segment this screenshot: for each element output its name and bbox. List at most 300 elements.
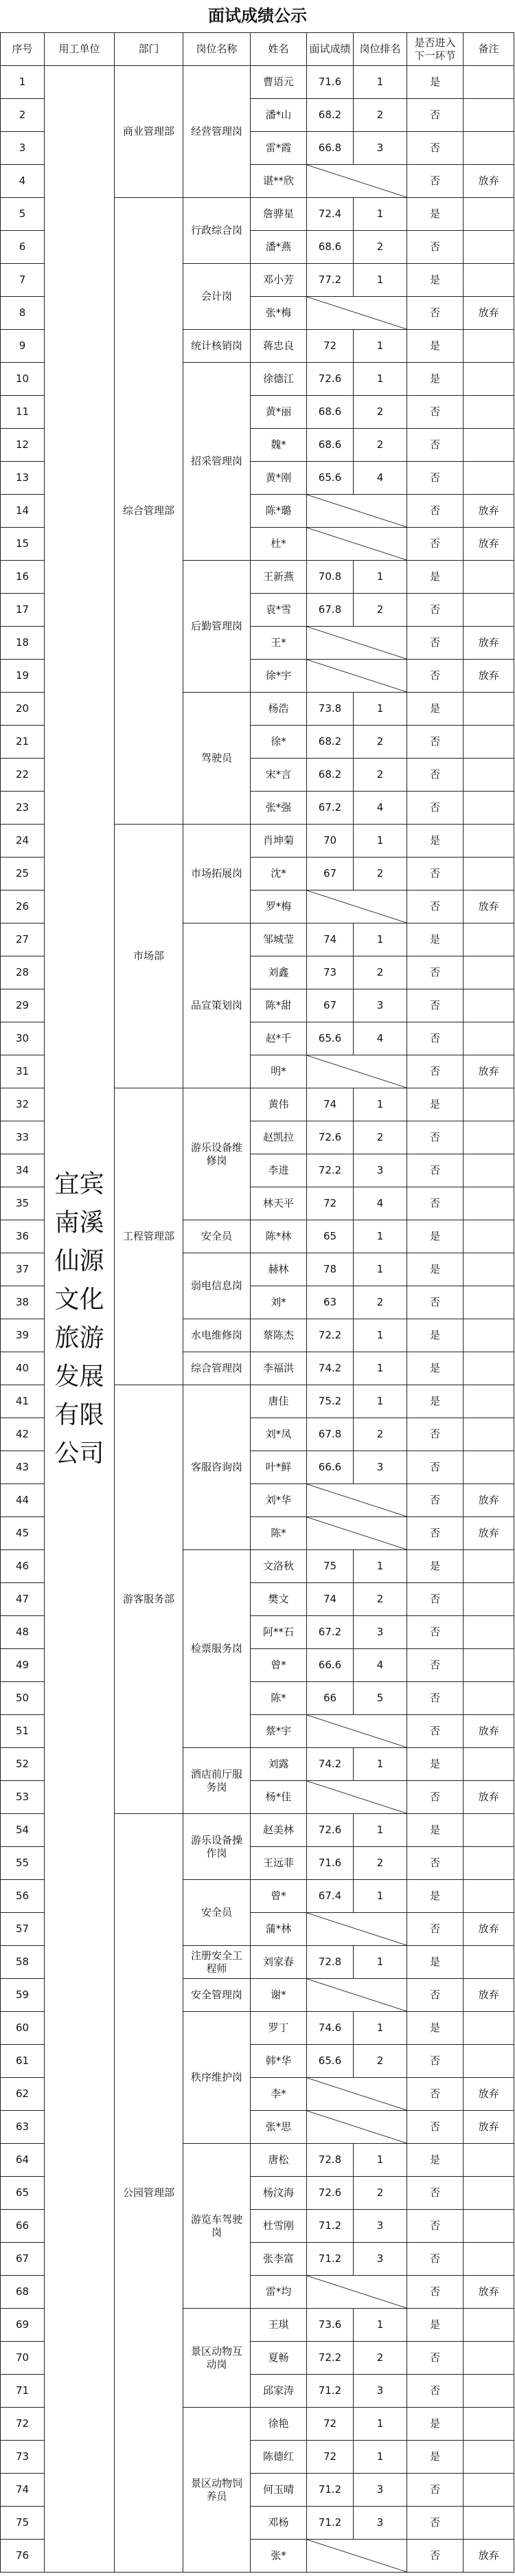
- score-cell: 68.6: [307, 429, 354, 462]
- candidate-name: 罗丁: [251, 2012, 307, 2045]
- remark-cell: [464, 99, 514, 132]
- next-stage-cell: 否: [407, 1517, 464, 1550]
- score-cell: 67: [307, 989, 354, 1022]
- score-cell: 66.8: [307, 132, 354, 165]
- remark-cell: [464, 396, 514, 429]
- candidate-name: 樊文: [251, 1583, 307, 1616]
- header-remark: 备注: [464, 33, 514, 66]
- next-stage-cell: 否: [407, 2507, 464, 2540]
- position-cell: 游乐设备维修岗: [183, 1088, 251, 1220]
- candidate-name: 李福洪: [251, 1352, 307, 1385]
- remark-cell: [464, 1814, 514, 1847]
- seq-cell: 48: [1, 1616, 45, 1649]
- candidate-name: 杨汶海: [251, 2177, 307, 2210]
- seq-cell: 28: [1, 956, 45, 989]
- next-stage-cell: 否: [407, 1154, 464, 1187]
- score-cell: 72.2: [307, 1154, 354, 1187]
- remark-cell: [464, 1352, 514, 1385]
- score-cell: 72: [307, 2441, 354, 2474]
- remark-cell: [464, 2012, 514, 2045]
- seq-cell: 70: [1, 2342, 45, 2375]
- candidate-name: 陈*林: [251, 1220, 307, 1253]
- header-score: 面试成绩: [307, 33, 354, 66]
- candidate-name: 魏*: [251, 429, 307, 462]
- department-cell: 工程管理部: [115, 1088, 183, 1385]
- position-cell: 游乐设备操作岗: [183, 1814, 251, 1880]
- rank-cell: 3: [354, 132, 407, 165]
- score-cell: 74.6: [307, 2012, 354, 2045]
- candidate-name: 陈*璐: [251, 495, 307, 528]
- withdrawn-slash-cell: [307, 660, 407, 693]
- position-cell: 客服咨询岗: [183, 1385, 251, 1550]
- score-cell: 72.6: [307, 1121, 354, 1154]
- candidate-name: 韩*华: [251, 2045, 307, 2078]
- seq-cell: 50: [1, 1682, 45, 1715]
- rank-cell: 2: [354, 231, 407, 264]
- withdrawn-slash-cell: [307, 1055, 407, 1088]
- rank-cell: 1: [354, 264, 407, 297]
- seq-cell: 67: [1, 2243, 45, 2276]
- position-cell: 后勤管理岗: [183, 561, 251, 693]
- withdrawn-slash-cell: [307, 2078, 407, 2111]
- next-stage-cell: 否: [407, 1682, 464, 1715]
- seq-cell: 25: [1, 858, 45, 891]
- remark-cell: 放弃: [464, 660, 514, 693]
- position-cell: 景区动物互动岗: [183, 2309, 251, 2408]
- candidate-name: 陈*: [251, 1517, 307, 1550]
- candidate-name: 曾*: [251, 1649, 307, 1682]
- remark-cell: [464, 2507, 514, 2540]
- seq-cell: 21: [1, 726, 45, 759]
- score-cell: 72.6: [307, 1814, 354, 1847]
- next-stage-cell: 否: [407, 627, 464, 660]
- seq-cell: 42: [1, 1418, 45, 1451]
- next-stage-cell: 是: [407, 330, 464, 363]
- next-stage-cell: 否: [407, 2474, 464, 2507]
- score-cell: 68.2: [307, 726, 354, 759]
- score-cell: 72.8: [307, 2144, 354, 2177]
- next-stage-cell: 否: [407, 1583, 464, 1616]
- next-stage-cell: 否: [407, 231, 464, 264]
- rank-cell: 2: [354, 726, 407, 759]
- seq-cell: 13: [1, 462, 45, 495]
- score-cell: 72: [307, 330, 354, 363]
- score-cell: 65: [307, 1220, 354, 1253]
- score-cell: 68.2: [307, 759, 354, 792]
- seq-cell: 54: [1, 1814, 45, 1847]
- candidate-name: 雷*霞: [251, 132, 307, 165]
- seq-cell: 24: [1, 825, 45, 858]
- candidate-name: 唐佳: [251, 1385, 307, 1418]
- score-cell: 71.2: [307, 2507, 354, 2540]
- withdrawn-slash-cell: [307, 891, 407, 923]
- next-stage-cell: 否: [407, 2375, 464, 2408]
- rank-cell: 2: [354, 759, 407, 792]
- seq-cell: 73: [1, 2441, 45, 2474]
- seq-cell: 64: [1, 2144, 45, 2177]
- results-table: [0, 32, 514, 2573]
- candidate-name: 赵*千: [251, 1022, 307, 1055]
- next-stage-cell: 否: [407, 165, 464, 198]
- remark-cell: [464, 1583, 514, 1616]
- position-cell: 水电维修岗: [183, 1319, 251, 1352]
- candidate-name: 刘*: [251, 1286, 307, 1319]
- score-cell: 70: [307, 825, 354, 858]
- next-stage-cell: 否: [407, 2111, 464, 2144]
- candidate-name: 王*: [251, 627, 307, 660]
- score-cell: 72.6: [307, 363, 354, 396]
- rank-cell: 1: [354, 2408, 407, 2441]
- candidate-name: 罗*梅: [251, 891, 307, 923]
- score-cell: 74.2: [307, 1748, 354, 1781]
- next-stage-cell: 否: [407, 1451, 464, 1484]
- withdrawn-slash-cell: [307, 2540, 407, 2573]
- position-cell: 安全管理岗: [183, 1979, 251, 2012]
- next-stage-cell: 否: [407, 1616, 464, 1649]
- next-stage-cell: 否: [407, 1286, 464, 1319]
- header-employer: 用工单位: [45, 33, 115, 66]
- seq-cell: 10: [1, 363, 45, 396]
- next-stage-cell: 否: [407, 956, 464, 989]
- score-cell: 66: [307, 1682, 354, 1715]
- seq-cell: 59: [1, 1979, 45, 2012]
- next-stage-cell: 是: [407, 1385, 464, 1418]
- rank-cell: 1: [354, 561, 407, 594]
- next-stage-cell: 否: [407, 1913, 464, 1946]
- candidate-name: 曹语元: [251, 66, 307, 99]
- next-stage-cell: 是: [407, 561, 464, 594]
- remark-cell: [464, 2243, 514, 2276]
- remark-cell: [464, 1418, 514, 1451]
- candidate-name: 陈德红: [251, 2441, 307, 2474]
- remark-cell: 放弃: [464, 1484, 514, 1517]
- rank-cell: 2: [354, 2342, 407, 2375]
- score-cell: 68.2: [307, 99, 354, 132]
- position-cell: 市场拓展岗: [183, 825, 251, 923]
- remark-cell: [464, 1616, 514, 1649]
- seq-cell: 22: [1, 759, 45, 792]
- seq-cell: 66: [1, 2210, 45, 2243]
- seq-cell: 35: [1, 1187, 45, 1220]
- next-stage-cell: 否: [407, 594, 464, 627]
- next-stage-cell: 否: [407, 1484, 464, 1517]
- candidate-name: 徐*宇: [251, 660, 307, 693]
- next-stage-cell: 是: [407, 363, 464, 396]
- seq-cell: 49: [1, 1649, 45, 1682]
- rank-cell: 3: [354, 2474, 407, 2507]
- page-title: 面试成绩公示: [208, 6, 307, 25]
- candidate-name: 蒲*林: [251, 1913, 307, 1946]
- position-cell: 安全员: [183, 1880, 251, 1946]
- remark-cell: 放弃: [464, 1055, 514, 1088]
- candidate-name: 文洛秋: [251, 1550, 307, 1583]
- seq-cell: 14: [1, 495, 45, 528]
- next-stage-cell: 否: [407, 891, 464, 923]
- next-stage-cell: 是: [407, 825, 464, 858]
- score-cell: 75: [307, 1550, 354, 1583]
- remark-cell: [464, 1946, 514, 1979]
- candidate-name: 刘*凤: [251, 1418, 307, 1451]
- score-cell: 72: [307, 1187, 354, 1220]
- remark-cell: [464, 330, 514, 363]
- header-position: 岗位名称: [183, 33, 251, 66]
- next-stage-cell: 是: [407, 264, 464, 297]
- seq-cell: 37: [1, 1253, 45, 1286]
- rank-cell: 2: [354, 396, 407, 429]
- next-stage-cell: 是: [407, 1352, 464, 1385]
- candidate-name: 赵凯拉: [251, 1121, 307, 1154]
- remark-cell: [464, 2375, 514, 2408]
- rank-cell: 2: [354, 1121, 407, 1154]
- remark-cell: [464, 132, 514, 165]
- candidate-name: 张李富: [251, 2243, 307, 2276]
- candidate-name: 林天平: [251, 1187, 307, 1220]
- position-cell: 综合管理岗: [183, 1352, 251, 1385]
- score-cell: 71.6: [307, 66, 354, 99]
- score-cell: 71.2: [307, 2474, 354, 2507]
- remark-cell: 放弃: [464, 1517, 514, 1550]
- score-cell: 67.4: [307, 1880, 354, 1913]
- next-stage-cell: 否: [407, 2177, 464, 2210]
- remark-cell: [464, 1121, 514, 1154]
- rank-cell: 1: [354, 1550, 407, 1583]
- seq-cell: 30: [1, 1022, 45, 1055]
- seq-cell: 61: [1, 2045, 45, 2078]
- candidate-name: 陈*: [251, 1682, 307, 1715]
- next-stage-cell: 否: [407, 759, 464, 792]
- remark-cell: [464, 66, 514, 99]
- score-cell: 68.6: [307, 396, 354, 429]
- rank-cell: 4: [354, 792, 407, 825]
- rank-cell: 1: [354, 1814, 407, 1847]
- next-stage-cell: 否: [407, 99, 464, 132]
- seq-cell: 71: [1, 2375, 45, 2408]
- position-cell: 驾驶员: [183, 693, 251, 825]
- candidate-name: 杨浩: [251, 693, 307, 726]
- remark-cell: [464, 989, 514, 1022]
- rank-cell: 1: [354, 2441, 407, 2474]
- remark-cell: [464, 858, 514, 891]
- candidate-name: 袁*雪: [251, 594, 307, 627]
- seq-cell: 72: [1, 2408, 45, 2441]
- next-stage-cell: 否: [407, 2210, 464, 2243]
- next-stage-cell: 否: [407, 1847, 464, 1880]
- candidate-name: 蔡陈杰: [251, 1319, 307, 1352]
- score-cell: 74.2: [307, 1352, 354, 1385]
- candidate-name: 李进: [251, 1154, 307, 1187]
- department-cell: 综合管理部: [115, 198, 183, 825]
- withdrawn-slash-cell: [307, 1484, 407, 1517]
- seq-cell: 29: [1, 989, 45, 1022]
- candidate-name: 黄*丽: [251, 396, 307, 429]
- candidate-name: 邹城莹: [251, 923, 307, 956]
- withdrawn-slash-cell: [307, 1913, 407, 1946]
- position-cell: 招采管理岗: [183, 363, 251, 561]
- candidate-name: 王远菲: [251, 1847, 307, 1880]
- remark-cell: 放弃: [464, 2540, 514, 2573]
- seq-cell: 27: [1, 923, 45, 956]
- candidate-name: 徐德江: [251, 363, 307, 396]
- position-cell: 游览车驾驶岗: [183, 2144, 251, 2309]
- seq-cell: 23: [1, 792, 45, 825]
- position-cell: 弱电信息岗: [183, 1253, 251, 1319]
- seq-cell: 7: [1, 264, 45, 297]
- rank-cell: 1: [354, 2309, 407, 2342]
- remark-cell: [464, 462, 514, 495]
- remark-cell: 放弃: [464, 1781, 514, 1814]
- seq-cell: 12: [1, 429, 45, 462]
- remark-cell: [464, 792, 514, 825]
- withdrawn-slash-cell: [307, 1517, 407, 1550]
- candidate-name: 阿**石: [251, 1616, 307, 1649]
- rank-cell: 1: [354, 1220, 407, 1253]
- seq-cell: 38: [1, 1286, 45, 1319]
- remark-cell: 放弃: [464, 2276, 514, 2309]
- next-stage-cell: 是: [407, 2408, 464, 2441]
- remark-cell: [464, 1385, 514, 1418]
- rank-cell: 4: [354, 462, 407, 495]
- seq-cell: 2: [1, 99, 45, 132]
- score-cell: 74: [307, 1088, 354, 1121]
- candidate-name: 杨*佳: [251, 1781, 307, 1814]
- header-name: 姓名: [251, 33, 307, 66]
- position-cell: 酒店前厅服务岗: [183, 1748, 251, 1814]
- score-cell: 73.8: [307, 693, 354, 726]
- seq-cell: 16: [1, 561, 45, 594]
- seq-cell: 43: [1, 1451, 45, 1484]
- position-cell: 品宣策划岗: [183, 923, 251, 1088]
- rank-cell: 1: [354, 198, 407, 231]
- rank-cell: 3: [354, 1616, 407, 1649]
- next-stage-cell: 否: [407, 1055, 464, 1088]
- header-seq: 序号: [1, 33, 45, 66]
- seq-cell: 34: [1, 1154, 45, 1187]
- rank-cell: 4: [354, 1022, 407, 1055]
- next-stage-cell: 否: [407, 2045, 464, 2078]
- candidate-name: 张*思: [251, 2111, 307, 2144]
- score-cell: 68.6: [307, 231, 354, 264]
- score-cell: 67.8: [307, 594, 354, 627]
- seq-cell: 19: [1, 660, 45, 693]
- rank-cell: 2: [354, 858, 407, 891]
- candidate-name: 夏畅: [251, 2342, 307, 2375]
- remark-cell: [464, 1649, 514, 1682]
- rank-cell: 1: [354, 330, 407, 363]
- rank-cell: 3: [354, 2210, 407, 2243]
- seq-cell: 55: [1, 1847, 45, 1880]
- remark-cell: 放弃: [464, 1715, 514, 1748]
- rank-cell: 5: [354, 1682, 407, 1715]
- next-stage-cell: 是: [407, 1220, 464, 1253]
- remark-cell: 放弃: [464, 528, 514, 561]
- rank-cell: 2: [354, 1286, 407, 1319]
- next-stage-cell: 否: [407, 429, 464, 462]
- next-stage-cell: 否: [407, 989, 464, 1022]
- remark-cell: [464, 264, 514, 297]
- remark-cell: [464, 1847, 514, 1880]
- next-stage-cell: 否: [407, 297, 464, 330]
- header-next-stage: [407, 33, 464, 66]
- next-stage-cell: 否: [407, 1418, 464, 1451]
- remark-cell: [464, 759, 514, 792]
- candidate-name: 杜*: [251, 528, 307, 561]
- seq-cell: 46: [1, 1550, 45, 1583]
- next-stage-cell: 是: [407, 2309, 464, 2342]
- remark-cell: 放弃: [464, 891, 514, 923]
- remark-cell: [464, 363, 514, 396]
- position-cell: 注册安全工程师: [183, 1946, 251, 1979]
- rank-cell: 1: [354, 1253, 407, 1286]
- seq-cell: 47: [1, 1583, 45, 1616]
- next-stage-cell: 否: [407, 528, 464, 561]
- remark-cell: [464, 923, 514, 956]
- rank-cell: 2: [354, 1583, 407, 1616]
- seq-cell: 51: [1, 1715, 45, 1748]
- score-cell: 73: [307, 956, 354, 989]
- withdrawn-slash-cell: [307, 528, 407, 561]
- remark-cell: [464, 1682, 514, 1715]
- remark-cell: [464, 726, 514, 759]
- remark-cell: [464, 693, 514, 726]
- next-stage-cell: 否: [407, 1979, 464, 2012]
- candidate-name: 王新燕: [251, 561, 307, 594]
- rank-cell: 4: [354, 1187, 407, 1220]
- rank-cell: 3: [354, 1154, 407, 1187]
- remark-cell: [464, 1286, 514, 1319]
- seq-cell: 74: [1, 2474, 45, 2507]
- score-cell: 74: [307, 923, 354, 956]
- rank-cell: 3: [354, 2375, 407, 2408]
- rank-cell: 1: [354, 1088, 407, 1121]
- candidate-name: 詹骅星: [251, 198, 307, 231]
- next-stage-cell: 否: [407, 1649, 464, 1682]
- remark-cell: [464, 1319, 514, 1352]
- score-cell: 67.8: [307, 1418, 354, 1451]
- remark-cell: [464, 561, 514, 594]
- score-cell: 66.6: [307, 1649, 354, 1682]
- seq-cell: 60: [1, 2012, 45, 2045]
- score-cell: 72.2: [307, 2342, 354, 2375]
- rank-cell: 1: [354, 1880, 407, 1913]
- withdrawn-slash-cell: [307, 2276, 407, 2309]
- seq-cell: 33: [1, 1121, 45, 1154]
- score-cell: 72: [307, 2408, 354, 2441]
- header-next-stage-label: 是否进入下一环节: [414, 36, 456, 62]
- candidate-name: 陈*甜: [251, 989, 307, 1022]
- next-stage-cell: 否: [407, 1121, 464, 1154]
- score-cell: 77.2: [307, 264, 354, 297]
- next-stage-cell: 否: [407, 2276, 464, 2309]
- position-cell: 经营管理岗: [183, 66, 251, 198]
- candidate-name: 王琪: [251, 2309, 307, 2342]
- seq-cell: 17: [1, 594, 45, 627]
- employer-cell: [45, 66, 115, 2573]
- seq-cell: 44: [1, 1484, 45, 1517]
- candidate-name: 邓小芳: [251, 264, 307, 297]
- score-cell: 72.2: [307, 1319, 354, 1352]
- remark-cell: [464, 1880, 514, 1913]
- score-cell: 71.2: [307, 2210, 354, 2243]
- rank-cell: 3: [354, 2243, 407, 2276]
- score-cell: 72.8: [307, 1946, 354, 1979]
- rank-cell: 2: [354, 594, 407, 627]
- seq-cell: 32: [1, 1088, 45, 1121]
- position-cell: 统计核销岗: [183, 330, 251, 363]
- remark-cell: [464, 1253, 514, 1286]
- rank-cell: 2: [354, 956, 407, 989]
- rank-cell: 4: [354, 1649, 407, 1682]
- seq-cell: 3: [1, 132, 45, 165]
